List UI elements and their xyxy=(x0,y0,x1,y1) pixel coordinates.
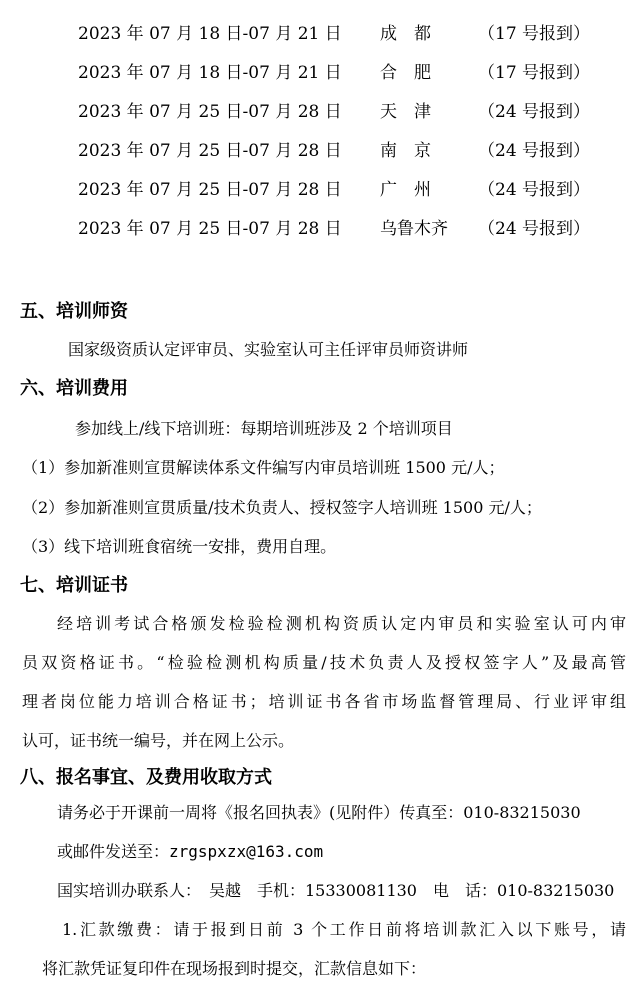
schedule-date: 2023 年 07 月 18 日-07 月 21 日 xyxy=(78,24,342,44)
fee-item: （1）参加新准则宣贯解读体系文件编写内审员培训班 1500 元/人； xyxy=(22,458,505,477)
schedule-date: 2023 年 07 月 25 日-07 月 28 日 xyxy=(78,180,342,200)
schedule-city: 南 京 xyxy=(380,141,431,161)
schedule-note: （24 号报到） xyxy=(478,219,591,239)
section-heading-fees: 六、培训费用 xyxy=(20,378,128,399)
schedule-city: 天 津 xyxy=(380,102,431,122)
schedule-date: 2023 年 07 月 25 日-07 月 28 日 xyxy=(78,219,342,239)
certificate-line: 理者岗位能力培训合格证书；培训证书各省市场监督管理局、行业评审组 xyxy=(22,692,626,711)
schedule-note: （17 号报到） xyxy=(478,63,591,83)
schedule-row xyxy=(0,175,640,205)
section-heading-registration: 八、报名事宜、及费用收取方式 xyxy=(20,767,272,788)
certificate-line: 员双资格证书。“检验检测机构质量/技术负责人及授权签字人”及最高管 xyxy=(22,653,626,672)
schedule-row xyxy=(0,214,640,244)
schedule-note: （24 号报到） xyxy=(478,141,591,161)
section-heading-certificate: 七、培训证书 xyxy=(20,575,128,596)
email-prefix: 或邮件发送至： xyxy=(57,842,170,861)
fees-intro: 参加线上/线下培训班：每期培训班涉及 2 个培训项目 xyxy=(75,419,453,438)
schedule-date: 2023 年 07 月 25 日-07 月 28 日 xyxy=(78,102,342,122)
instructors-text: 国家级资质认定评审员、实验室认可主任评审员师资讲师 xyxy=(68,340,469,359)
email-line xyxy=(57,839,323,865)
certificate-line: 认可，证书统一编号，并在网上公示。 xyxy=(22,731,295,750)
schedule-city: 广 州 xyxy=(380,180,431,200)
certificate-line: 经培训考试合格颁发检验检测机构资质认定内审员和实验室认可内审 xyxy=(57,614,626,633)
section-heading-instructors: 五、培训师资 xyxy=(20,301,128,322)
schedule-note: （24 号报到） xyxy=(478,180,591,200)
schedule-note: （17 号报到） xyxy=(478,24,591,44)
fax-line: 请务必于开课前一周将《报名回执表》(见附件）传真至：010-83215030 xyxy=(57,803,581,822)
fee-item: （3）线下培训班食宿统一安排，费用自理。 xyxy=(22,537,337,556)
schedule-city: 成 都 xyxy=(380,24,431,44)
schedule-row xyxy=(0,19,640,49)
fee-item: （2）参加新准则宣贯质量/技术负责人、授权签字人培训班 1500 元/人； xyxy=(22,498,542,517)
payment-line: 将汇款凭证复印件在现场报到时提交，汇款信息如下： xyxy=(42,959,427,978)
schedule-city: 合 肥 xyxy=(380,63,431,83)
schedule-city: 乌鲁木齐 xyxy=(380,219,448,239)
schedule-row xyxy=(0,136,640,166)
schedule-note: （24 号报到） xyxy=(478,102,591,122)
schedule-row xyxy=(0,97,640,127)
schedule-date: 2023 年 07 月 18 日-07 月 21 日 xyxy=(78,63,342,83)
contact-line: 国实培训办联系人： 吴越 手机：15330081130 电 话：010-83215030 xyxy=(57,881,615,900)
payment-line: 1.汇款缴费：请于报到日前 3 个工作日前将培训款汇入以下账号，请 xyxy=(62,920,626,939)
schedule-row xyxy=(0,58,640,88)
schedule-date: 2023 年 07 月 25 日-07 月 28 日 xyxy=(78,141,342,161)
email-address[interactable]: zrgspxzx@163.com xyxy=(169,842,324,861)
